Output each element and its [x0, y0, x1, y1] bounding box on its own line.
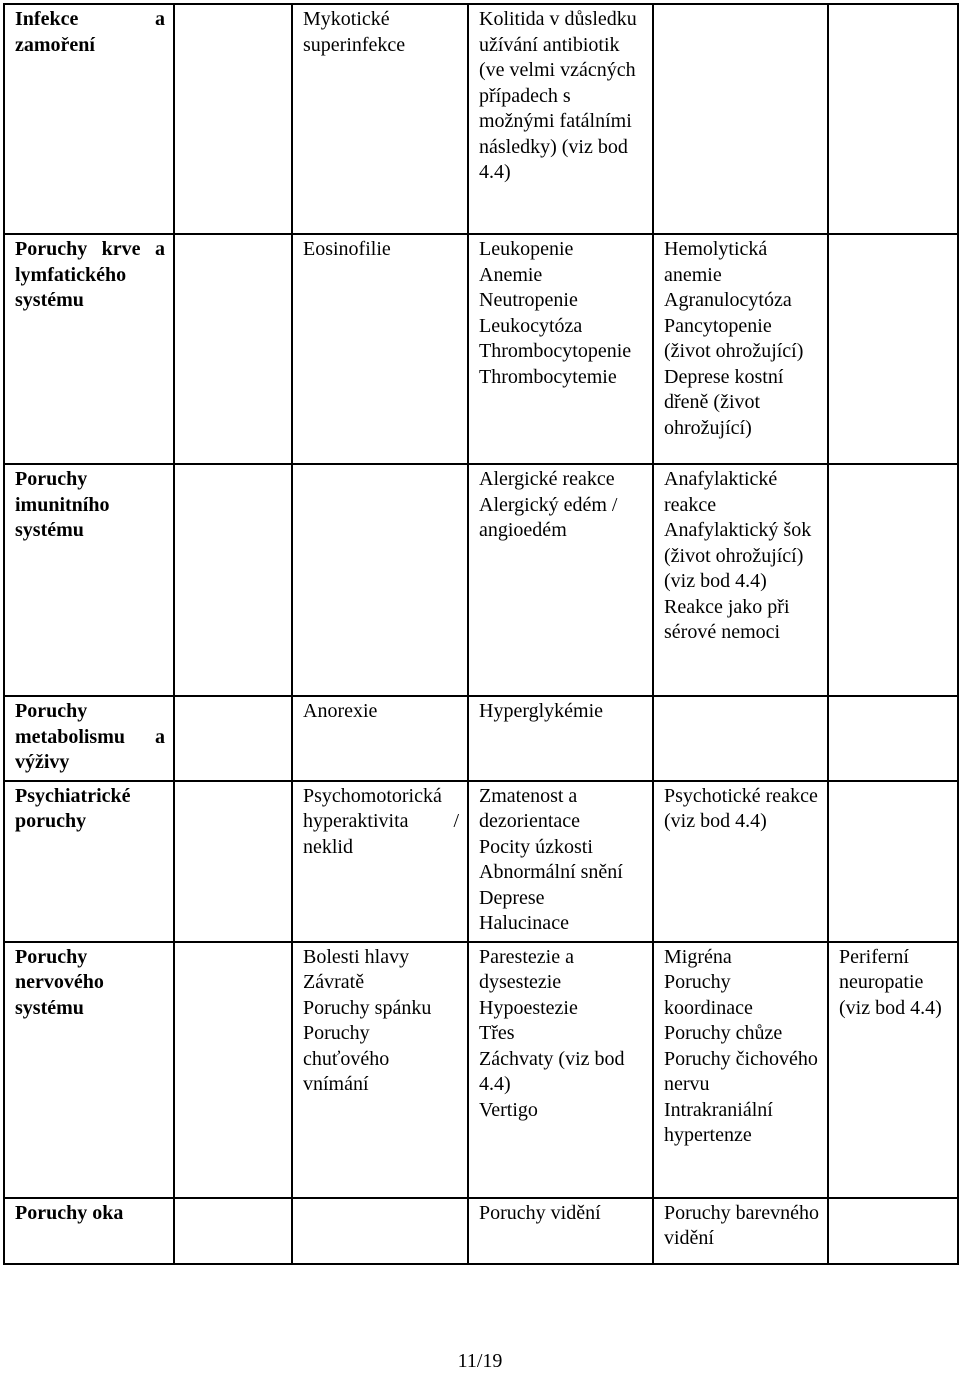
adverse-effect: Poruchy spánku: [303, 996, 432, 1019]
adverse-effect: Leukocytóza: [479, 314, 583, 337]
adverse-effect: Třes: [479, 1022, 515, 1044]
adverse-effect: Migréna: [664, 945, 732, 968]
table-row: [4, 696, 958, 781]
frequency-cell: [653, 942, 828, 1198]
adverse-effect: Anorexie: [303, 700, 378, 722]
adverse-effect: Anemie: [479, 263, 543, 286]
adverse-effect: Eosinofilie: [303, 238, 391, 260]
frequency-cell: [828, 942, 958, 1198]
organ-class-cell: Poruchy krve a lymfatického systému: [4, 234, 174, 464]
organ-class-cell: Infekce a zamoření: [4, 4, 174, 234]
adverse-effect: Parestezie a dysestezie: [479, 945, 574, 993]
table-row: [4, 1198, 958, 1264]
adverse-effect: Leukopenie: [479, 238, 574, 260]
adverse-effect: Deprese kostní dřeně (život ohrožující): [664, 365, 784, 439]
adverse-effect: Poruchy chůze: [664, 1022, 783, 1044]
adverse-effect: Neutropenie: [479, 289, 578, 311]
frequency-cell: [468, 696, 653, 781]
frequency-cell: [653, 696, 828, 781]
frequency-cell: [468, 781, 653, 942]
frequency-cell: [174, 234, 292, 464]
frequency-cell: [653, 234, 828, 464]
table-row: [4, 942, 958, 1198]
table-row: [4, 781, 958, 942]
adverse-effect: Psychotické reakce (viz bod 4.4): [664, 784, 818, 832]
frequency-cell: [292, 781, 468, 942]
adverse-effect: Hypoestezie: [479, 996, 578, 1019]
frequency-cell: [468, 234, 653, 464]
frequency-cell: [292, 4, 468, 234]
adverse-effect: Závratě: [303, 971, 365, 993]
adverse-effect: Alergické reakce: [479, 468, 615, 490]
adverse-effect: Pocity úzkosti: [479, 835, 593, 858]
adverse-effect: Reakce jako při sérové nemoci: [664, 595, 790, 643]
adverse-effect: Halucinace: [479, 912, 569, 934]
frequency-cell: [828, 464, 958, 696]
frequency-cell: [828, 781, 958, 942]
adverse-effect: Periferní neuropatie (viz bod 4.4): [839, 945, 942, 1019]
adverse-effect: Poruchy chuťového vnímání: [303, 1022, 390, 1095]
frequency-cell: [292, 464, 468, 696]
frequency-cell: [828, 4, 958, 234]
frequency-cell: [292, 1198, 468, 1264]
adverse-effect: Poruchy vidění: [479, 1201, 601, 1224]
adverse-effect: Poruchy barevného vidění: [664, 1201, 819, 1249]
organ-class-cell: Psychiatrické poruchy: [4, 781, 174, 942]
frequency-cell: [174, 1198, 292, 1264]
frequency-cell: [292, 942, 468, 1198]
frequency-cell: [828, 1198, 958, 1264]
adverse-effects-table: [3, 3, 959, 1265]
frequency-cell: [653, 4, 828, 234]
adverse-effect: Pancytopenie (život ohrožující): [664, 314, 804, 362]
adverse-effect: Bolesti hlavy: [303, 945, 410, 968]
frequency-cell: [468, 1198, 653, 1264]
table-row: [4, 464, 958, 696]
adverse-effect: Thrombocytopenie: [479, 340, 632, 362]
frequency-cell: [174, 942, 292, 1198]
frequency-cell: [174, 464, 292, 696]
adverse-effect: Hemolytická anemie: [664, 238, 768, 286]
adverse-effect: Mykotické superinfekce: [303, 8, 406, 56]
frequency-cell: [292, 696, 468, 781]
frequency-cell: [828, 234, 958, 464]
organ-class-cell: Poruchy metabolismu a výživy: [4, 696, 174, 781]
frequency-cell: [653, 1198, 828, 1264]
page-number: 11/19: [457, 1350, 503, 1372]
frequency-cell: [292, 234, 468, 464]
adverse-effect: Anafylaktické reakce: [664, 468, 778, 516]
frequency-cell: [174, 4, 292, 234]
organ-class-cell: Poruchy nervového systému: [4, 942, 174, 1198]
adverse-effect: Psychomotorická hyperaktivita / neklid: [303, 784, 459, 858]
adverse-effect: Thrombocytemie: [479, 365, 617, 388]
frequency-cell: [468, 942, 653, 1198]
table-row: [4, 4, 958, 234]
table-row: [4, 234, 958, 464]
adverse-effect: Vertigo: [479, 1098, 538, 1121]
adverse-effect: Poruchy koordinace: [664, 971, 753, 1019]
frequency-cell: [174, 781, 292, 942]
adverse-effect: Intrakraniální hypertenze: [664, 1098, 773, 1146]
adverse-effect: Hyperglykémie: [479, 700, 604, 722]
organ-class-cell: Poruchy oka: [4, 1198, 174, 1264]
adverse-effect: Anafylaktický šok (život ohrožující) (viz bod 4.4): [664, 519, 812, 592]
adverse-effect: Zmatenost a dezorientace: [479, 784, 581, 832]
frequency-cell: [174, 696, 292, 781]
adverse-effect: Alergický edém / angioedém: [479, 493, 618, 541]
adverse-effect: Agranulocytóza: [664, 289, 792, 311]
adverse-effect: Záchvaty (viz bod 4.4): [479, 1047, 625, 1095]
frequency-cell: [653, 464, 828, 696]
adverse-effect: Deprese: [479, 886, 545, 909]
frequency-cell: [468, 464, 653, 696]
frequency-cell: [653, 781, 828, 942]
frequency-cell: [468, 4, 653, 234]
adverse-effect: Poruchy čichového nervu: [664, 1047, 818, 1095]
adverse-effect: Kolitida v důsledku užívání antibiotik (ve velmi vzácných případech s možnými fatálními následky) (viz bod 4.4): [479, 8, 637, 183]
adverse-effect: Abnormální snění: [479, 861, 623, 883]
organ-class-cell: Poruchy imunitního systému: [4, 464, 174, 696]
table-body: [4, 4, 958, 1264]
frequency-cell: [828, 696, 958, 781]
